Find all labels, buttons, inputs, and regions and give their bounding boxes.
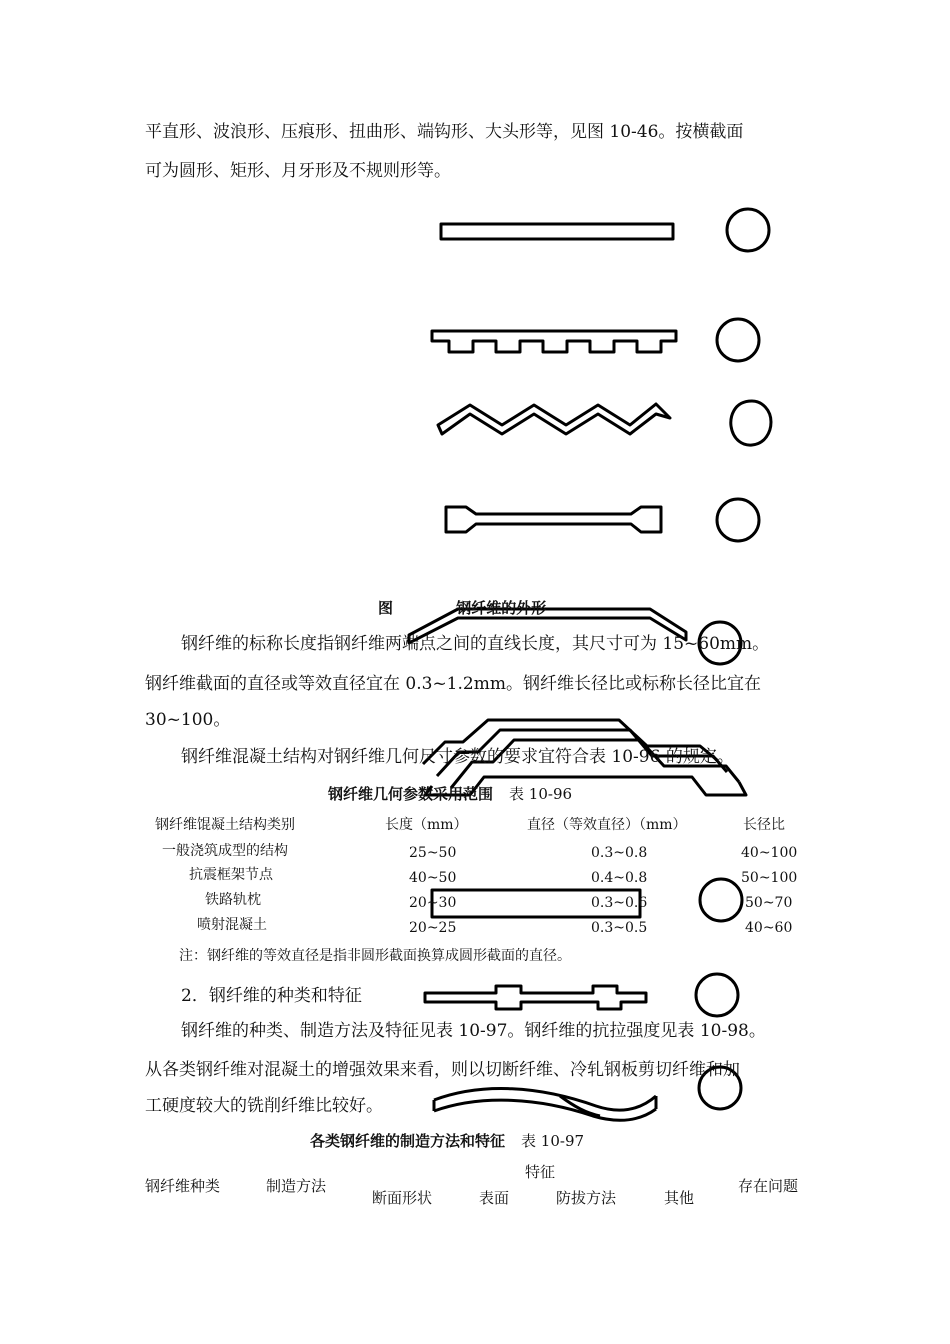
para-length-line-3: 30~100。 (145, 710, 231, 730)
table-row-1-ratio: 50~100 (741, 870, 798, 886)
intro-line-2: 可为圆形、矩形、月牙形及不规则形等。 (145, 161, 451, 181)
section-2-heading: 2．钢纤维的种类和特征 (181, 986, 362, 1006)
table-96-title-text: 钢纤维几何参数采用范围 (328, 785, 494, 803)
table-97-header-type: 钢纤维种类 (145, 1177, 221, 1195)
table-row-2-length: 20~30 (409, 895, 457, 911)
table-row-2-ratio: 50~70 (745, 895, 793, 911)
para-length-line-1: 钢纤维的标称长度指钢纤维两端点之间的直线长度，其尺寸可为 15~60mm。 (181, 634, 770, 654)
table-96-note: 注：钢纤维的等效直径是指非圆形截面换算成圆形截面的直径。 (179, 948, 571, 964)
table-96-header-type: 钢纤维馄凝土结构类别 (155, 817, 295, 833)
figure-caption (378, 598, 546, 618)
table-97-header-other: 其他 (664, 1189, 695, 1207)
table-97-title (310, 1131, 584, 1151)
para-requirement: 钢纤维混凝土结构对钢纤维几何尺寸参数的要求宜符合表 10-96 的规定。 (181, 747, 734, 767)
table-row-2-diameter: 0.3~0.6 (591, 895, 648, 911)
table-row-0-length: 25~50 (409, 845, 457, 861)
table-97-header-problem: 存在问题 (738, 1177, 799, 1195)
table-96-header-length: 长度（mm） (385, 817, 468, 833)
section-2-line-1: 钢纤维的种类、制造方法及特征见表 10-97。钢纤维的抗拉强度见表 10-98。 (181, 1021, 766, 1041)
table-96-header-diameter: 直径（等效直径）（mm） (527, 817, 687, 833)
table-row-3-ratio: 40~60 (745, 920, 793, 936)
figure-caption-prefix: 图 (378, 599, 394, 617)
table-96-title (328, 784, 572, 804)
table-97-header-section: 断面形状 (372, 1189, 433, 1207)
figure-caption-title: 钢纤维的外形 (456, 599, 547, 617)
table-row-3-diameter: 0.3~0.5 (591, 920, 648, 936)
intro-line-1: 平直形、波浪形、压痕形、扭曲形、端钩形、大头形等，见图 10-46。按横截面 (145, 122, 744, 142)
table-row-1-diameter: 0.4~0.8 (591, 870, 648, 886)
table-96-number: 表 10-96 (509, 785, 573, 803)
table-row-0-ratio: 40~100 (741, 845, 798, 861)
section-2-line-3: 工硬度较大的铣削纤维比较好。 (145, 1096, 383, 1116)
table-97-header-method: 制造方法 (266, 1177, 327, 1195)
table-row-3-length: 20~25 (409, 920, 457, 936)
indented-fiber (432, 319, 759, 361)
table-97-header-surface: 表面 (479, 1189, 510, 1207)
table-row-0-type: 一般浇筑成型的结构 (162, 843, 288, 859)
table-row-3-type: 喷射混凝土 (197, 917, 267, 933)
circle-section-overlay (700, 879, 742, 921)
table-row-2-type: 铁路轨枕 (205, 892, 261, 908)
enlarged-end-fiber (446, 499, 759, 541)
table-row-0-diameter: 0.3~0.8 (591, 845, 648, 861)
table-97-header-anchor: 防拔方法 (556, 1189, 617, 1207)
table-96-header-ratio: 长径比 (743, 817, 785, 833)
table-97-header-feature: 特征 (525, 1163, 556, 1181)
section-2-line-2: 从各类钢纤维对混凝土的增强效果来看，则以切断纤维、冷轧钢板剪切纤维和加 (145, 1060, 740, 1080)
table-row-1-type: 抗震框架节点 (189, 867, 273, 883)
wavy-fiber (438, 401, 771, 445)
crimped-fiber (425, 974, 738, 1016)
table-row-1-length: 40~50 (409, 870, 457, 886)
table-97-number: 表 10-97 (521, 1132, 585, 1150)
table-97-title-text: 各类钢纤维的制造方法和特征 (310, 1132, 506, 1150)
para-length-line-2: 钢纤维截面的直径或等效直径宜在 0.3~1.2mm。钢纤维长径比或标称长径比宜在 (145, 674, 761, 694)
straight-fiber (441, 209, 769, 251)
